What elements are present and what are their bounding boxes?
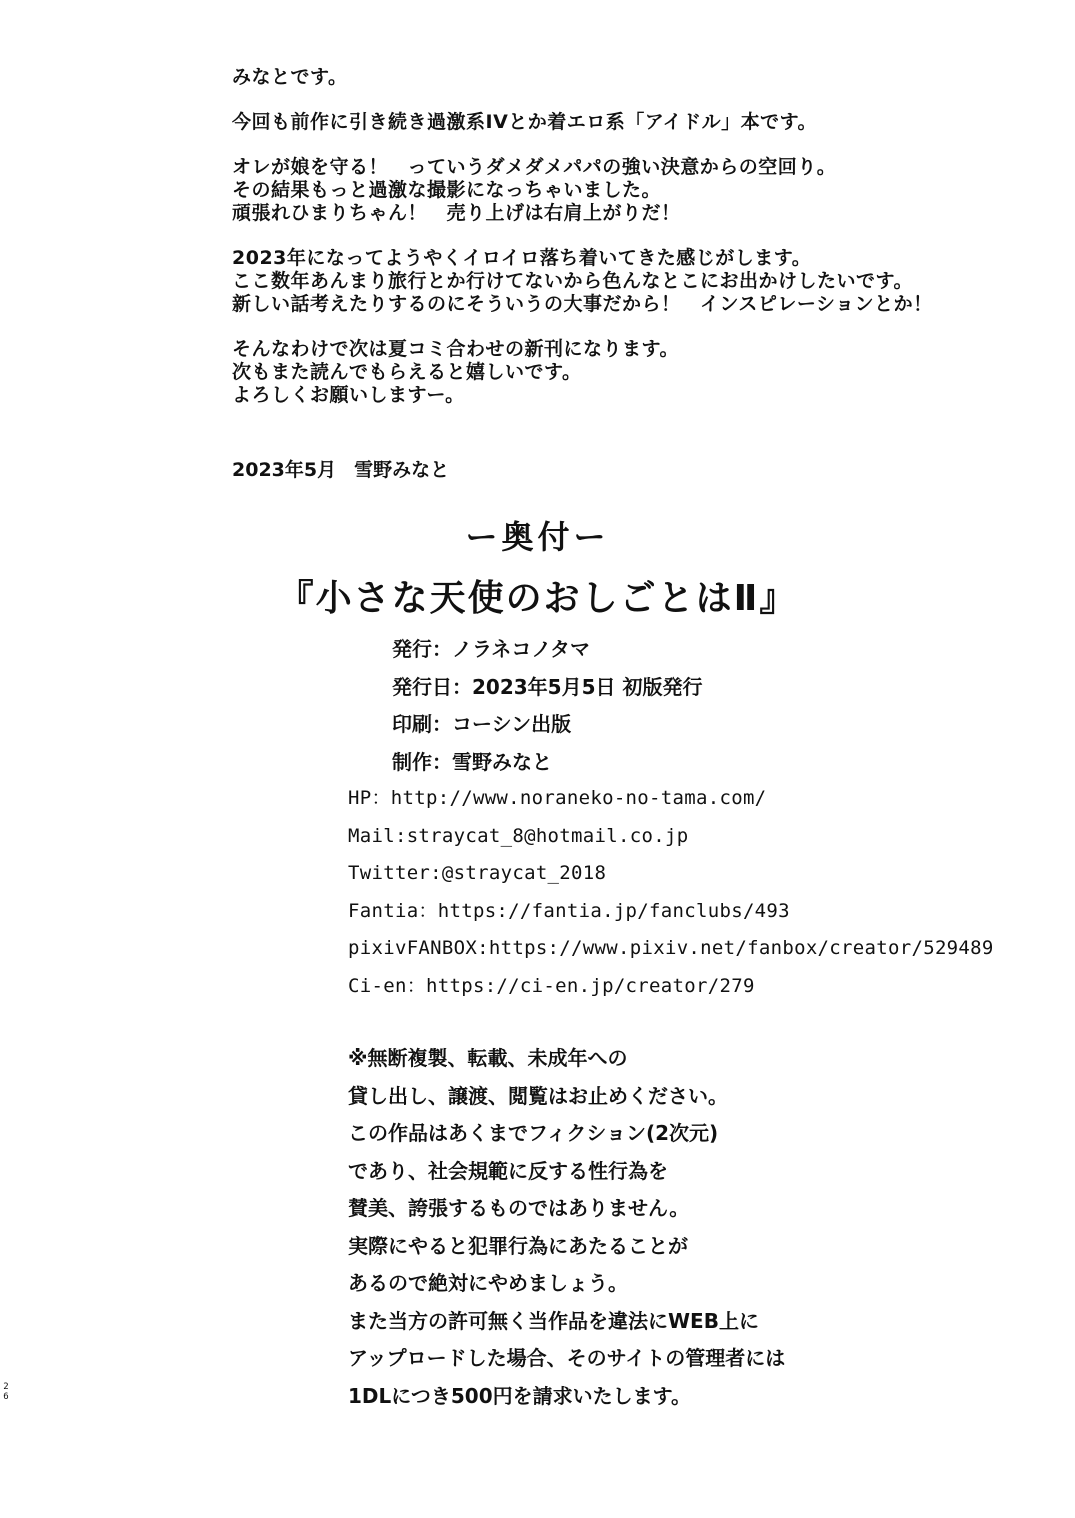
afterword-paragraph-3 [232,156,992,225]
book-title: 『小さな天使のおしごとはⅡ』 [277,578,798,619]
notice-line: ※無断複製、転載、未成年への [348,1046,628,1070]
publisher: 発行：ノラネコノタマ [392,637,590,661]
notice-line: 賛美、誇張するものではありません。 [348,1196,690,1220]
page-number [1,1382,11,1402]
afterword-line: 新しい話考えたりするのにそういうの大事だから！ インスピレーションとか！ [232,293,933,315]
notice-line: であり、社会規範に反する性行為を [348,1158,668,1183]
publication-info [392,636,702,786]
colophon-heading: ー奥付ー [465,518,610,556]
notice-line: あるので絶対にやめましょう。 [348,1271,628,1295]
signature [232,455,449,482]
afterword-line: ここ数年あんまり旅行とか行けてないから色んなとこにお出かけしたいです。 [232,270,913,292]
creator: 制作：雪野みなと [392,749,552,774]
contact-homepage: HP：http://www.noraneko-no-tama.com/ [348,787,767,809]
afterword-paragraph-4 [232,247,992,316]
notice-line: この作品はあくまでフィクション(2次元) [348,1121,719,1145]
afterword-line: その結果もっと過激な撮影になっちゃいました。 [232,179,662,201]
contact-mail: Mail:straycat_8@hotmail.co.jp [348,824,689,847]
afterword-line: オレが娘を守る！ っていうダメダメパパの強い決意からの空回り。 [232,156,837,178]
afterword-paragraph-5 [232,338,992,407]
afterword-line: よろしくお願いしますー。 [232,384,465,406]
afterword-line: みなとです。 [232,66,348,88]
notice-line: 1DLにつき500円を請求いたします。 [348,1383,692,1408]
publication-date: 発行日：2023年5月5日 初版発行 [392,674,703,699]
signature-date: 2023年5月 [232,459,337,481]
afterword-line: そんなわけで次は夏コミ合わせの新刊になります。 [232,338,679,360]
contact-ci-en: Ci-en：https://ci-en.jp/creator/279 [348,974,755,997]
afterword-line: 2023年になってようやくイロイロ落ち着いてきた感じがします。 [232,247,812,269]
notice-line: 実際にやると犯罪行為にあたることが [348,1233,688,1258]
page-number-tens: 2 [3,1382,9,1392]
notice-line: アップロードした場合、そのサイトの管理者には [348,1346,786,1370]
afterword [232,66,992,429]
afterword-paragraph-2 [232,111,992,134]
contact-pixiv-fanbox: pixivFANBOX:https://www.pixiv.net/fanbox/creator/529489 [348,937,994,959]
afterword-line: 今回も前作に引き続き過激系IVとか着エロ系「アイドル」本です。 [232,111,818,133]
page-number-ones: 6 [3,1392,9,1402]
contact-twitter: Twitter:@straycat_2018 [348,862,607,884]
notice-line: また当方の許可無く当作品を違法にWEB上に [348,1308,759,1333]
afterword-line: 次もまた読んでもらえると嬉しいです。 [232,361,582,383]
printer: 印刷：コーシン出版 [392,712,572,736]
afterword-line: 頑張れひまりちゃん！ 売り上げは右肩上がりだ！ [232,202,681,224]
contact-fantia: Fantia：https://fantia.jp/fanclubs/493 [348,899,790,922]
notice-line: 貸し出し、譲渡、閲覧はお止めください。 [348,1083,728,1108]
signature-author: 雪野みなと [354,459,450,481]
legal-notice [348,1044,785,1419]
contact-list [348,785,994,1010]
afterword-paragraph-1 [232,66,992,89]
